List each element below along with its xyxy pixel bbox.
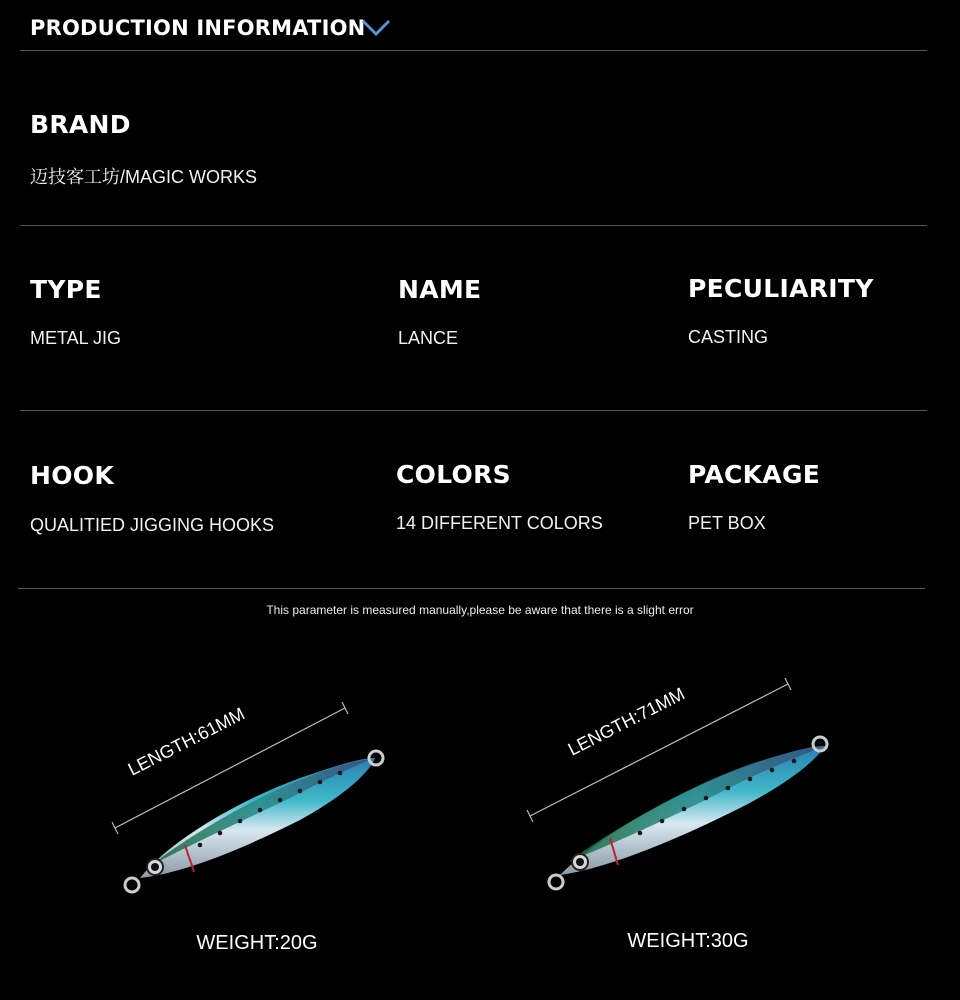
chevron-down-icon: [360, 18, 392, 38]
peculiarity-label: PECULIARITY: [688, 274, 874, 303]
name-value: LANCE: [398, 328, 459, 348]
lure-1: [112, 702, 383, 954]
peculiarity-value: CASTING: [688, 327, 769, 347]
lure-2-length-label: LENGTH:71MM: [564, 683, 688, 760]
type-value: METAL JIG: [30, 328, 122, 348]
lure-2-body: [549, 737, 827, 889]
hook-label: HOOK: [30, 461, 115, 490]
package-label: PACKAGE: [688, 460, 821, 489]
hook-value: QUALITIED JIGGING HOOKS: [30, 515, 275, 535]
colors-label: COLORS: [396, 460, 511, 489]
brand-value: 迈技客工坊/MAGIC WORKS: [30, 167, 258, 187]
divider: [20, 410, 927, 411]
lure-1-body: [125, 751, 383, 892]
lure-2-weight-label: WEIGHT:30G: [627, 930, 749, 952]
name-label: NAME: [398, 275, 482, 304]
section-title: PRODUCTION INFORMATION: [30, 16, 366, 40]
type-label: TYPE: [30, 275, 102, 304]
divider: [18, 588, 925, 589]
measurement-note: This parameter is measured manually,please be aware that there is a slight error: [266, 603, 694, 617]
divider: [20, 225, 927, 226]
lure-illustrations: [0, 640, 960, 954]
lure-2: [527, 678, 827, 952]
header-divider: [20, 50, 927, 51]
lure-1-weight-label: WEIGHT:20G: [196, 932, 318, 954]
brand-label: BRAND: [30, 110, 131, 139]
colors-value: 14 DIFFERENT COLORS: [396, 513, 603, 533]
lure-1-length-label: LENGTH:61MM: [124, 703, 248, 780]
package-value: PET BOX: [688, 513, 766, 533]
